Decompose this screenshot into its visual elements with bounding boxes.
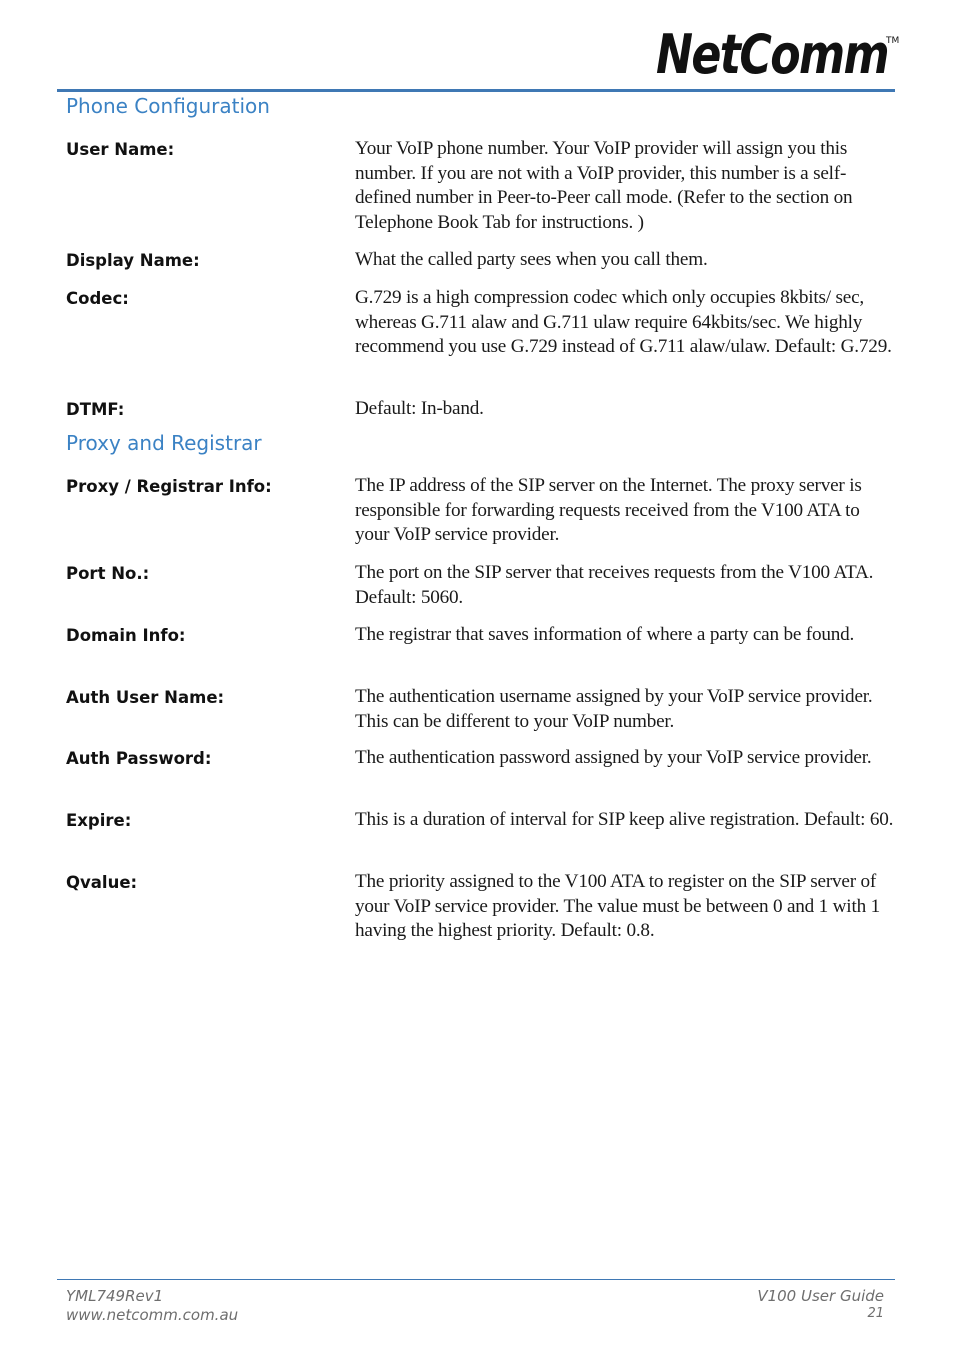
footer-page-number: 21 [867, 1306, 884, 1321]
desc-qvalue: The priority assigned to the V100 ATA to register on the SIP server of your VoIP service provider. The value must be between 0 and 1 with 1 having the highest priority. Default: 0.8. [355, 871, 880, 942]
label-auth-password: Auth Password: [66, 749, 212, 768]
label-expire: Expire: [66, 811, 132, 830]
label-proxy-registrar-info: Proxy / Registrar Info: [66, 477, 272, 496]
desc-auth-password: The authentication password assigned by your VoIP service provider. [355, 747, 872, 768]
desc-user-name: Your VoIP phone number. Your VoIP provider will assign you this number. If you are not with a VoIP provider, this number is a self-defined number in Peer-to-Peer call mode. (Refer to the section on Telephone Book Tab for instructions. ) [355, 138, 853, 233]
desc-display-name: What the called party sees when you call them. [355, 249, 708, 270]
desc-auth-user-name: The authentication username assigned by your VoIP service provider. This can be different to your VoIP number. [355, 686, 873, 732]
logo-wordmark: NetComm [656, 23, 888, 86]
footer-divider [57, 1279, 895, 1280]
logo-trademark: TM [886, 36, 900, 46]
label-port-no: Port No.: [66, 564, 150, 583]
label-auth-user-name: Auth User Name: [66, 688, 225, 707]
desc-domain-info: The registrar that saves information of where a party can be found. [355, 624, 855, 645]
desc-port-no: The port on the SIP server that receives requests from the V100 ATA. Default: 5060. [355, 562, 874, 608]
label-user-name: User Name: [66, 140, 175, 159]
header-divider [57, 89, 895, 92]
section-title-proxy-and-registrar: Proxy and Registrar [66, 431, 262, 455]
desc-dtmf: Default: In-band. [355, 398, 484, 419]
desc-expire: This is a duration of interval for SIP keep alive registration. Default: 60. [355, 809, 894, 830]
label-display-name: Display Name: [66, 251, 200, 270]
footer-doc-code: YML749Rev1 [66, 1287, 164, 1305]
label-codec: Codec: [66, 289, 129, 308]
label-domain-info: Domain Info: [66, 626, 186, 645]
footer-guide-title: V100 User Guide [757, 1287, 884, 1305]
footer-website: www.netcomm.com.au [66, 1306, 239, 1324]
netcomm-logo [656, 23, 900, 86]
desc-codec: G.729 is a high compression codec which only occupies 8kbits/ sec, whereas G.711 alaw and G.711 ulaw require 64kbits/sec. We highly recommend you use G.729 instead of G.711 alaw/ulaw. Default: G.729. [355, 287, 892, 358]
label-qvalue: Qvalue: [66, 873, 138, 892]
desc-proxy-registrar-info: The IP address of the SIP server on the Internet. The proxy server is responsible for forwarding requests received from the V100 ATA to your VoIP service provider. [355, 475, 862, 546]
label-dtmf: DTMF: [66, 400, 125, 419]
section-title-phone-configuration: Phone Configuration [66, 94, 270, 118]
